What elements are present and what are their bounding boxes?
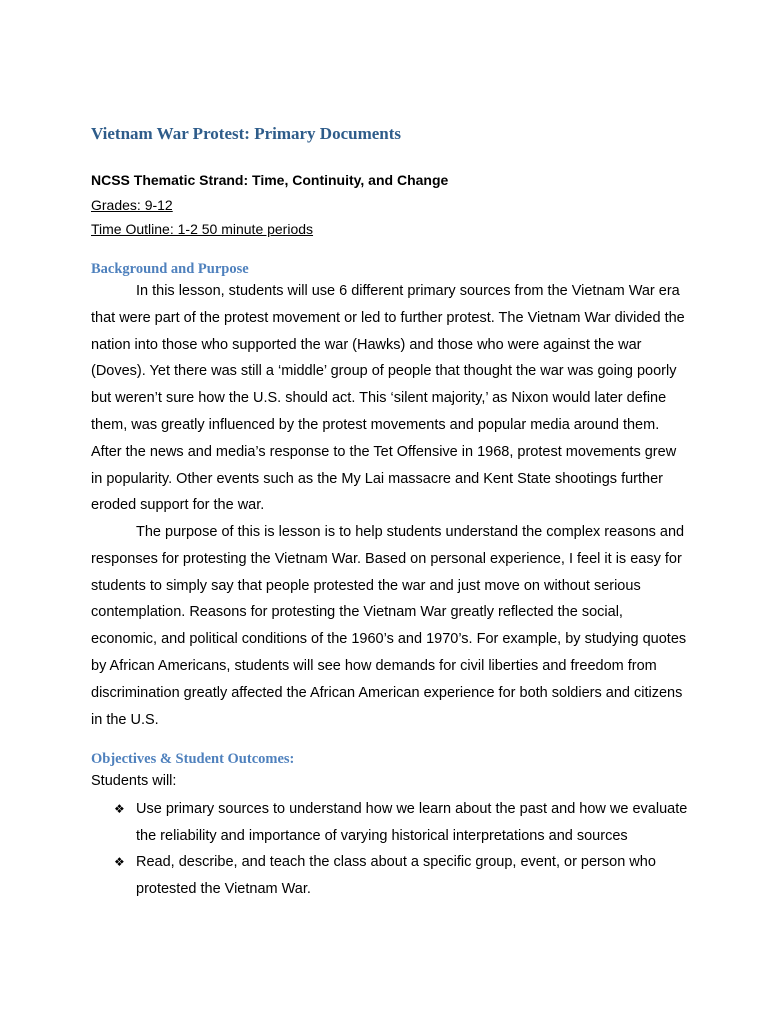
list-item — [91, 796, 691, 849]
time-outline-line: Time Outline: 1-2 50 minute periods — [91, 221, 314, 237]
thematic-strand: NCSS Thematic Strand: Time, Continuity, and Change — [91, 172, 449, 188]
bullet-diamond-icon: ❖ — [114, 802, 125, 816]
list-item — [91, 849, 691, 902]
background-paragraph-2: The purpose of this is lesson is to help students understand the complex reasons and responses for protesting the Vietnam War. Based on personal experience, I feel it is easy for students to simply say that people protested the war and just move on without serious contemplation. Reasons for protesting the Vietnam War greatly reflected the social, economic, and political conditions of the 1960’s and 1970’s. For example, by studying quotes by African Americans, students will see how demands for civil liberties and freedom from discrimination greatly affected the African American experience for both soldiers and citizens in the U.S. — [91, 524, 687, 728]
background-heading: Background and Purpose — [91, 261, 249, 277]
objective-text: Read, describe, and teach the class about a specific group, event, or person who protested the Vietnam War. — [136, 854, 656, 897]
objectives-list — [91, 796, 691, 902]
grades-line: Grades: 9-12 — [91, 197, 173, 213]
objectives-heading: Objectives & Student Outcomes: — [91, 751, 295, 767]
document-title: Vietnam War Protest: Primary Documents — [91, 124, 402, 143]
bullet-diamond-icon: ❖ — [114, 855, 125, 869]
objectives-intro: Students will: — [91, 773, 177, 789]
background-paragraph-1: In this lesson, students will use 6 different primary sources from the Vietnam War era that were part of the protest movement or led to further protest. The Vietnam War divided the nation into those who supported the war (Hawks) and those who were against the war (Doves). Yet there was still a ‘middle’ group of people that thought the war was going poorly but weren’t sure how the U.S. should act. This ‘silent majority,’ as Nixon would later define them, was greatly influenced by the protest movements and popular media around them. After the news and media’s response to the Tet Offensive in 1968, protest movements grew in popularity. Other events such as the My Lai massacre and Kent State shootings further eroded support for the war. — [91, 283, 685, 514]
objective-text: Use primary sources to understand how we learn about the past and how we evaluate the reliability and importance of varying historical interpretations and sources — [136, 801, 688, 844]
